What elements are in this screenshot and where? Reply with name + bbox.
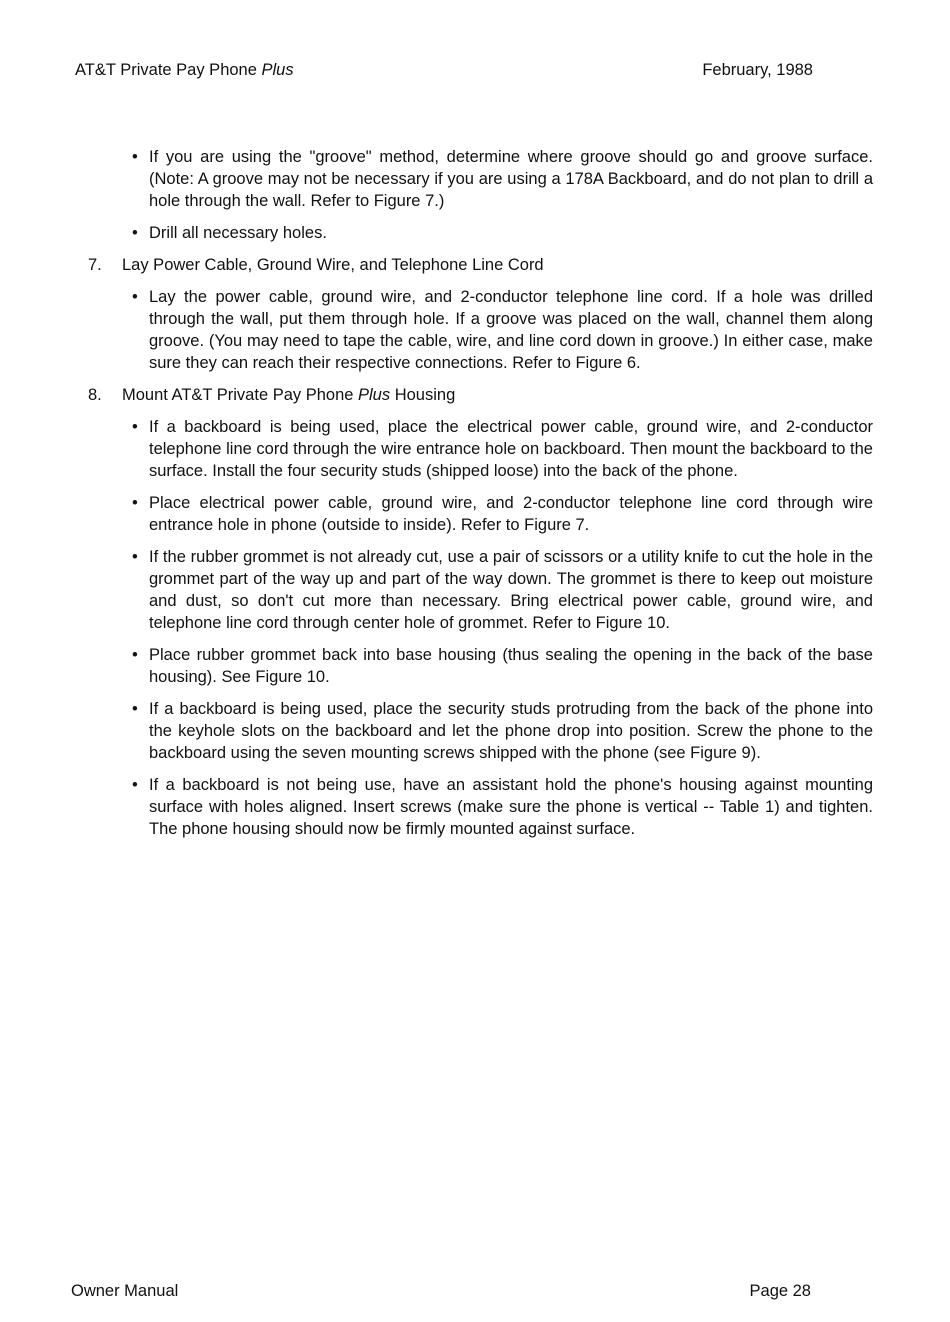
bullet-marker: •	[132, 418, 138, 436]
bullet-marker: •	[132, 776, 138, 794]
step-title-suffix: Housing	[390, 386, 456, 404]
list-item	[88, 286, 873, 374]
list-item-text: Lay the power cable, ground wire, and 2-conductor telephone line cord. If a hole was drilled through the wall, put them through hole. If a groove was placed on the wall, channel them along groove. (You may need to tape the cable, wire, and line cord down in groove.) In either case, make sure they can reach their respective connections. Refer to Figure 6.	[149, 288, 873, 372]
page-number: Page 28	[749, 1282, 811, 1300]
list-item	[88, 698, 873, 764]
list-item-text: If you are using the "groove" method, determine where groove should go and groove surface. (Note: A groove may not be necessary if you are using a 178A Backboard, and do not plan to drill a hole through the wall. Refer to Figure 7.)	[149, 148, 873, 210]
document-date: February, 1988	[702, 61, 813, 79]
list-item-text: If a backboard is being used, place the electrical power cable, ground wire, and 2-conductor telephone line cord through the wire entrance hole on backboard. Then mount the backboard to the surface. Install the four security studs (shipped loose) into the back of the phone.	[149, 418, 873, 480]
bullet-marker: •	[132, 548, 138, 566]
list-item	[88, 546, 873, 634]
title-prefix: AT&T Private Pay Phone	[75, 61, 262, 79]
list-item-text: If a backboard is not being use, have an assistant hold the phone's housing against mounting surface with holes aligned. Insert screws (make sure the phone is vertical -- Table 1) and tighten. The phone housing should now be firmly mounted against surface.	[149, 776, 873, 838]
list-item	[88, 774, 873, 840]
step-title-prefix: Mount AT&T Private Pay Phone	[122, 386, 359, 404]
title-italic: Plus	[261, 61, 294, 79]
bullet-marker: •	[132, 148, 138, 166]
step-8-heading	[88, 384, 873, 406]
step-title: Lay Power Cable, Ground Wire, and Telephone Line Cord	[122, 256, 544, 274]
page-footer	[71, 1280, 811, 1302]
step-number: 8.	[88, 386, 102, 404]
list-item	[88, 644, 873, 688]
list-item-text: If a backboard is being used, place the security studs protruding from the back of the phone into the keyhole slots on the backboard and let the phone drop into position. Screw the phone to the backboard using the seven mounting screws shipped with the phone (see Figure 9).	[149, 700, 873, 762]
list-item-text: Place electrical power cable, ground wire, and 2-conductor telephone line cord through wire entrance hole in phone (outside to inside). Refer to Figure 7.	[149, 494, 873, 534]
bullet-marker: •	[132, 494, 138, 512]
list-item	[88, 416, 873, 482]
list-item-text: Place rubber grommet back into base housing (thus sealing the opening in the back of the base housing). See Figure 10.	[149, 646, 873, 686]
bullet-marker: •	[132, 646, 138, 664]
list-item-text: Drill all necessary holes.	[149, 224, 327, 242]
page-body	[88, 146, 873, 850]
step-title-italic: Plus	[358, 386, 391, 404]
list-item	[88, 492, 873, 536]
list-item	[88, 222, 873, 244]
bullet-marker: •	[132, 700, 138, 718]
list-item	[88, 146, 873, 212]
bullet-marker: •	[132, 224, 138, 242]
bullet-marker: •	[132, 288, 138, 306]
list-item-text: If the rubber grommet is not already cut, use a pair of scissors or a utility knife to cut the hole in the grommet part of the way up and part of the way down. The grommet is there to keep out moisture and dust, so don't cut more than necessary. Bring electrical power cable, ground wire, and telephone line cord through center hole of grommet. Refer to Figure 10.	[149, 548, 873, 632]
document-title	[75, 59, 294, 81]
step-title	[122, 386, 455, 404]
footer-document-name: Owner Manual	[71, 1282, 179, 1300]
step-7-heading	[88, 254, 873, 276]
step-number: 7.	[88, 256, 102, 274]
page-header	[75, 59, 813, 81]
